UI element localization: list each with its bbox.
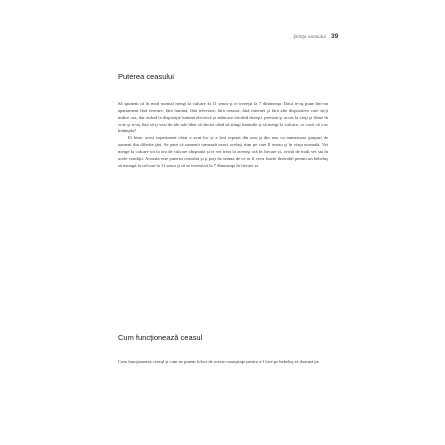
page-number: 39 <box>331 33 339 40</box>
section-body-power-of-clock <box>118 101 328 326</box>
running-title: Ştiinţa somnului <box>293 35 326 40</box>
paragraph: Ei bine, acest experiment chiar a avut loc şi a fost repetat din nou şi din nou cu numeroase grupuri de oameni din diferite ţări. Se pare că oamenii urmează exact acelaşi ritm pe care îl aveau şi în viaţa normală. Vei merge la culcare tot la ora de culcare obişnuită şi te vei trezi la aceeaşi oră în fiecare zi, oricât de mult vei sta în acele condiţii. Aceasta este puterea ceasului şi ţi poţi da seama de ce ar fi ceva foarte dezirabil pentru un bebeluş să meargă la culcare la 11 seara şi să se trezească la 7 dimineaţa în fiecare zi. <box>118 135 328 168</box>
paragraph: Cum funcţionează ceasul şi cum ne putem folosi de aceste cunoştinţe pentru a-l face pe bebeluş să doarmă pe <box>118 359 319 364</box>
paragraph: Să spunem că în mod normal mergi la culcare la 11 seara şi te trezeşti la 7 dimineaţa. Dacă te-aş pune într-un apartament fără ferestre, fără lumină, fără televizor, fără ceasuri, fără internet şi fără alte dispozitive care să-ţi indice ora, dar având la dispoziţie lumină electrică şi mâncare oricând doreşti, precum şi acces la cărţi şi filme în voie şi te-aş lăsa să-ţi vezi de-ale tale liber să decizi când să stingi luminile şi să mergi la culcare, ce crezi că s-ar întâmpla? <box>118 101 328 134</box>
section-body-how-clock-works <box>118 359 328 379</box>
section-title-power-of-clock: Puterea ceasului <box>118 72 174 81</box>
section-title-how-clock-works: Cum funcţionează ceasul <box>118 333 203 342</box>
